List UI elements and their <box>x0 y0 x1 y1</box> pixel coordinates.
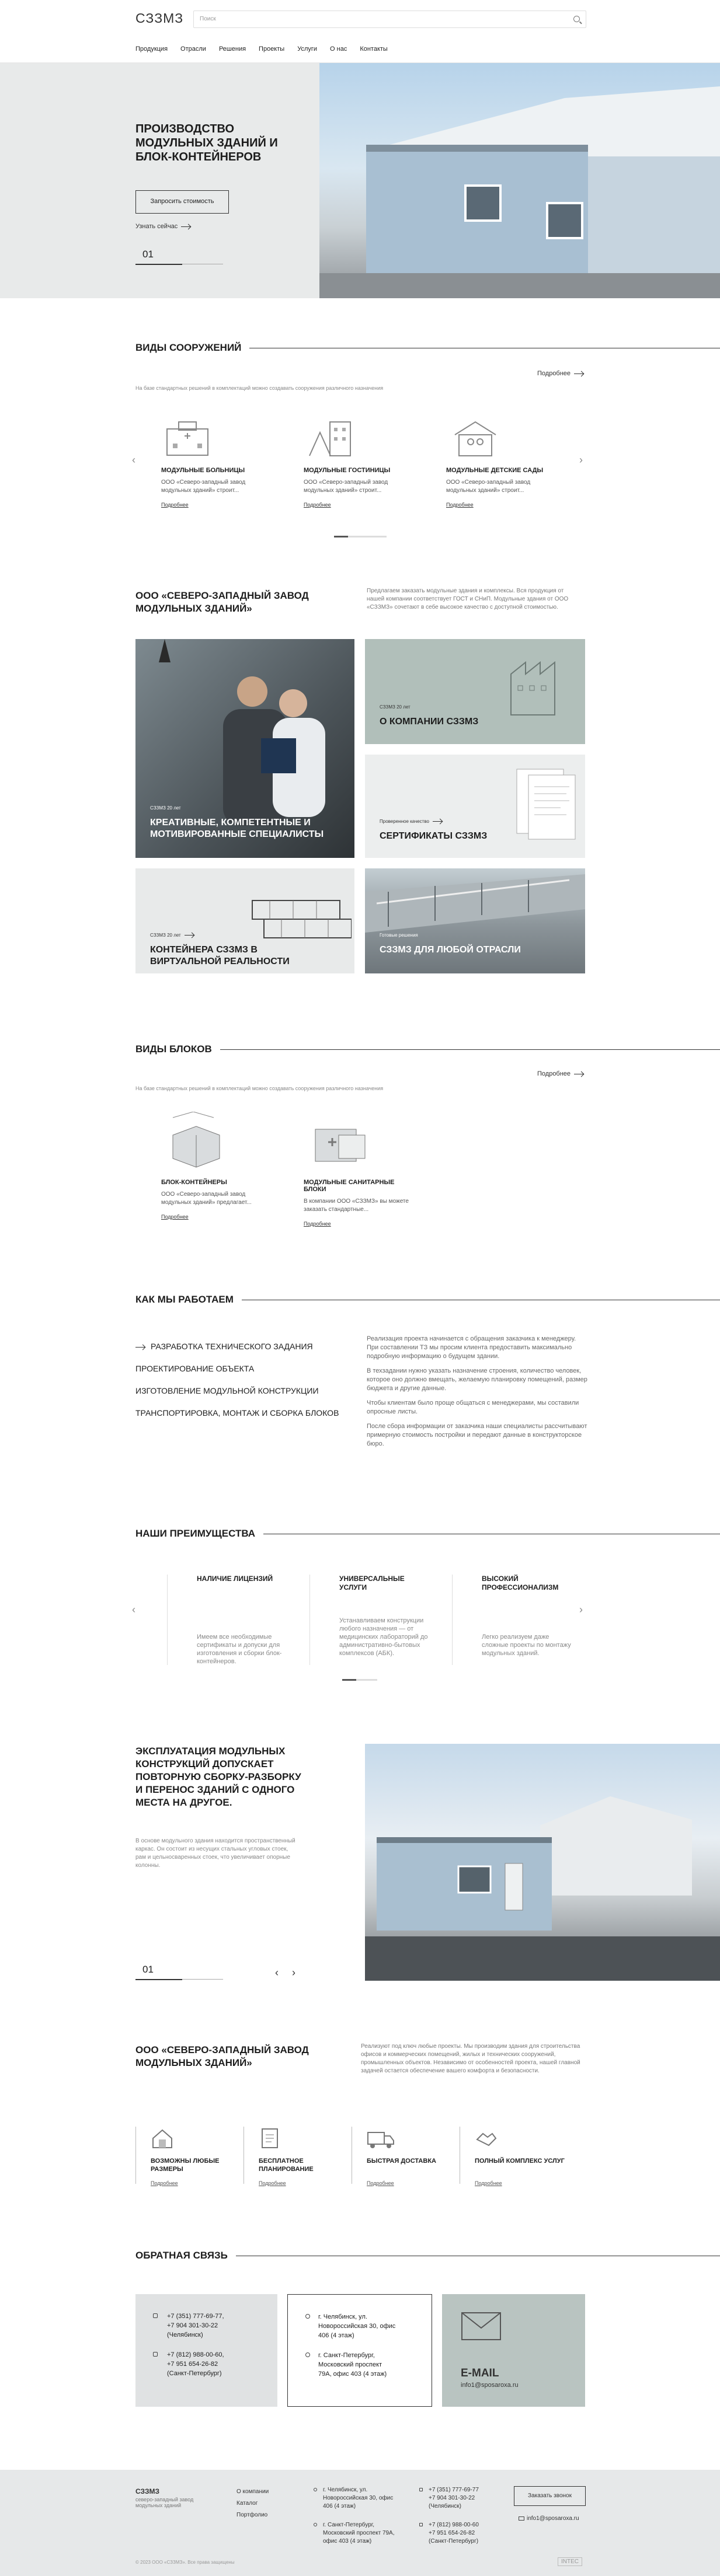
location-pin-icon <box>305 2352 310 2357</box>
benefit-card[interactable]: БЫСТРАЯ ДОСТАВКА Подробнее <box>352 2127 460 2184</box>
slide-next-icon[interactable]: › <box>292 1967 295 1978</box>
copyright: © 2023 ООО «СЗЗМЗ». Все права защищены <box>135 2560 235 2565</box>
arrow-right-icon <box>135 1347 145 1348</box>
footer-link[interactable]: О компании <box>236 2488 269 2495</box>
addresses-card <box>287 2294 432 2407</box>
tile-certificates[interactable]: Проверенное качество СЕРТИФИКАТЫ СЗЗМЗ <box>365 755 585 858</box>
structures-more-link[interactable]: Подробнее <box>537 370 583 377</box>
carousel-next-icon[interactable]: › <box>579 454 583 466</box>
work-step-description: Реализация проекта начинается с обращения заказчика к менеджеру. При составлении ТЗ мы просим клиента предоставить максимально подробную информацию о будущем здании. В техзадании нужно указать назначение строения, количество человек, которое оно должно вмещать, желаемую планировку помещений, размер бюджета и другие данные. Чтобы клиентам было проще общаться с менеджерами, мы составили опросные листы. После сбора информации от заказчика наши специалисты рассчитывают примерную стоимость постройки и передают данные в конструкторское бюро. <box>367 1335 587 1447</box>
company2-intro: Реализуют под ключ любые проекты. Мы производим здания для строительства офисов и коммерческих помещений, жилых и технических сооружений, промышленных объектов. Независимо от особенностей проекта, нашей главной задачей остается обеспечение вашего комфорта и безопасности. <box>361 2043 580 2074</box>
feedback-section-title: ОБРАТНАЯ СВЯЗЬ <box>135 2250 720 2261</box>
nav-item-services[interactable]: Услуги <box>297 46 318 53</box>
address-spb: г. Санкт-Петербург, Московский проспект 79А, офис 403 (4 этаж) <box>305 2351 432 2379</box>
benefit-card[interactable]: БЕСПЛАТНОЕ ПЛАНИРОВАНИЕ Подробнее <box>244 2127 352 2184</box>
company-intro: Предлагаем заказать модульные здания и комплексы. Вся продукция от нашей компании соответствует ГОСТ и СНиП. Модульные здания от ООО «СЗЗМЗ» сочетают в себе высокое качество с доступной стоимостью. <box>367 588 569 610</box>
developer-logo[interactable]: INTEC <box>558 2557 582 2566</box>
container-photo <box>365 1744 720 1981</box>
carousel-pagination[interactable] <box>334 536 387 537</box>
carousel-prev-icon[interactable]: ‹ <box>132 1604 135 1615</box>
envelope-icon <box>519 2516 524 2521</box>
arrow-right-icon <box>433 821 442 822</box>
nav-item-solutions[interactable]: Решения <box>218 46 246 53</box>
location-pin-icon <box>305 2314 310 2319</box>
factory-icon <box>505 651 585 721</box>
blocks-intro: На базе стандартных решений в комплектаций можно создавать сооружения различного назначения <box>135 1085 384 1091</box>
card-more-link[interactable]: Подробнее <box>304 502 331 508</box>
company-title: ООО «СЕВЕРО-ЗАПАДНЫЙ ЗАВОД МОДУЛЬНЫХ ЗДАНИЙ» <box>135 590 309 614</box>
tile-about[interactable]: СЗЗМЗ 20 лет О КОМПАНИИ СЗЗМЗ <box>365 639 585 744</box>
carousel-prev-icon[interactable]: ‹ <box>132 454 135 466</box>
card-more-link[interactable]: Подробнее <box>161 502 189 508</box>
benefit-card[interactable]: ПОЛНЫЙ КОМПЛЕКС УСЛУГ Подробнее <box>460 2127 568 2184</box>
block-container-icon <box>161 1112 231 1170</box>
block-card[interactable]: МОДУЛЬНЫЕ САНИТАРНЫЕ БЛОКИ В компании ООО «СЗЗМЗ» вы можете заказать стандартные... Подробнее <box>304 1112 415 1227</box>
exploit-text: В основе модульного здания находится пространственный каркас. Он состоит из несущих стальных угловых стоек, рам и цельносваренных стоек, что увеличивает опорные колонны. <box>135 1838 295 1869</box>
carousel-pagination[interactable] <box>342 1679 377 1681</box>
work-step-active[interactable]: РАЗРАБОТКА ТЕХНИЧЕСКОГО ЗАДАНИЯ <box>135 1335 339 1357</box>
benefit-card[interactable]: ВОЗМОЖНЫ ЛЮБЫЕ РАЗМЕРЫ Подробнее <box>135 2127 244 2184</box>
nav-item-contacts[interactable]: Контакты <box>360 46 388 53</box>
tile-vr[interactable]: СЗЗМЗ 20 лет КОНТЕЙНЕРА СЗЗМЗ В ВИРТУАЛЬНОЙ РЕАЛЬНОСТИ <box>135 868 354 973</box>
advantages-section-title: НАШИ ПРЕИМУЩЕСТВА <box>135 1528 720 1540</box>
exploit-slide-counter: 01 <box>135 1964 182 1980</box>
footer-email[interactable]: info1@sposaroxa.ru <box>519 2515 579 2522</box>
card-more-link[interactable]: Подробнее <box>304 1221 331 1227</box>
phone-icon <box>419 2523 423 2526</box>
carousel-next-icon[interactable]: › <box>579 1604 583 1615</box>
site-footer <box>0 2470 720 2576</box>
slide-prev-icon[interactable]: ‹ <box>275 1967 279 1978</box>
arrow-right-icon <box>185 935 194 936</box>
blocks-section-title: ВИДЫ БЛОКОВ <box>135 1043 720 1055</box>
footer-links <box>236 2486 269 2521</box>
structures-carousel <box>161 417 557 508</box>
kindergarten-icon <box>446 417 505 458</box>
tile-specialists[interactable]: СЗЗМЗ 20 лет КРЕАТИВНЫЕ, КОМПЕТЕНТНЫЕ И МОТИВИРОВАННЫЕ СПЕЦИАЛИСТЫ <box>135 639 354 858</box>
advantage-card: УНИВЕРСАЛЬНЫЕ УСЛУГИ Устанавливаем конструкции любого назначения — от медицинских лабораторий до административно-бытовых комплексов (АБК). <box>309 1575 432 1665</box>
phone-icon <box>419 2488 423 2491</box>
hero-slide-counter: 01 <box>135 249 182 265</box>
hospital-icon <box>161 417 220 458</box>
hotel-icon <box>304 417 362 458</box>
email-link[interactable]: info1@sposaroxa.ru <box>461 2382 519 2389</box>
footer-logo[interactable]: СЗЗМЗ <box>135 2487 160 2495</box>
address-chelyabinsk: г. Челябинск, ул. Новороссийская 30, офис 406 (4 этаж) <box>305 2312 432 2340</box>
exploit-image <box>365 1744 720 1981</box>
site-header <box>0 0 720 63</box>
phones-card <box>135 2294 277 2407</box>
advantage-card: ВЫСОКИЙ ПРОФЕССИОНАЛИЗМ Легко реализуем даже сложные проекты по монтажу модульных зданий. <box>452 1575 575 1665</box>
phones-chelyabinsk: +7 (351) 777-69-77, +7 904 301-30-22 (Челябинск) <box>153 2312 277 2340</box>
hero-title: ПРОИЗВОДСТВО МОДУЛЬНЫХ ЗДАНИЙ И БЛОК-КОНТЕЙНЕРОВ <box>135 123 278 163</box>
nav-item-about[interactable]: О нас <box>330 46 347 53</box>
request-price-button[interactable]: Запросить стоимость <box>135 190 229 214</box>
blocks-list <box>161 1112 415 1227</box>
house-size-icon <box>151 2127 174 2150</box>
phones-spb: +7 (812) 988-00-60, +7 951 654-26-82 (Санкт-Петербург) <box>153 2350 277 2378</box>
truck-icon <box>367 2127 395 2150</box>
phone-icon <box>153 2313 158 2318</box>
site-logo[interactable]: СЗЗМЗ <box>135 11 184 26</box>
tile-industries[interactable]: Готовые решения СЗЗМЗ ДЛЯ ЛЮБОЙ ОТРАСЛИ <box>365 868 585 973</box>
phone-icon <box>153 2352 158 2357</box>
exploit-title: ЭКСПЛУАТАЦИЯ МОДУЛЬНЫХ КОНСТРУКЦИЙ ДОПУСКАЕТ ПОВТОРНУЮ СБОРКУ-РАЗБОРКУ И ПЕРЕНОС ЗДАНИЙ С ОДНОГО МЕСТА НА ДРУГОЕ. <box>135 1746 301 1808</box>
structure-card[interactable]: МОДУЛЬНЫЕ БОЛЬНИЦЫ ООО «Северо-западный завод модульных зданий» строит... Подробнее <box>161 417 272 508</box>
nav-item-products[interactable]: Продукция <box>135 46 168 53</box>
card-more-link[interactable]: Подробнее <box>161 1214 189 1220</box>
footer-phones-2: +7 (812) 988-00-60 +7 951 654-26-82 (Санкт-Петербург) <box>419 2521 479 2546</box>
main-nav <box>135 46 388 53</box>
arrow-right-icon <box>181 226 190 227</box>
footer-address-2: г. Санкт-Петербург, Московский проспект 79А, офис 403 (4 этаж) <box>314 2521 395 2546</box>
work-step[interactable]: ТРАНСПОРТИРОВКА, МОНТАЖ И СБОРКА БЛОКОВ <box>135 1408 339 1418</box>
email-card[interactable]: E-MAIL info1@sposaroxa.ru <box>442 2294 585 2407</box>
vr-label: СЗЗМЗ 20 лет <box>150 933 194 938</box>
hero-image <box>319 63 720 298</box>
card-more-link[interactable]: Подробнее <box>446 502 474 508</box>
work-step[interactable]: ПРОЕКТИРОВАНИЕ ОБЪЕКТА <box>135 1364 255 1373</box>
certificates-label: Проверенное качество <box>380 819 442 824</box>
footer-phones-1: +7 (351) 777-69-77 +7 904 301-30-22 (Челябинск) <box>419 2486 479 2511</box>
structures-section-title: ВИДЫ СООРУЖЕНИЙ <box>135 342 720 354</box>
nav-item-industries[interactable]: Отрасли <box>180 46 206 53</box>
nav-item-projects[interactable]: Проекты <box>259 46 285 53</box>
blocks-more-link[interactable]: Подробнее <box>537 1070 583 1077</box>
footer-link[interactable]: Каталог <box>236 2500 258 2507</box>
hero-more-link[interactable]: Узнать сейчас <box>135 223 190 230</box>
structure-card[interactable]: МОДУЛЬНЫЕ ДЕТСКИЕ САДЫ ООО «Северо-западный завод модульных зданий» строит... Подробнее <box>446 417 557 508</box>
work-step[interactable]: ИЗГОТОВЛЕНИЕ МОДУЛЬНОЙ КОНСТРУКЦИИ <box>135 1386 319 1395</box>
envelope-icon <box>461 2312 502 2341</box>
handshake-icon <box>475 2127 498 2150</box>
blueprint-icon <box>259 2127 282 2150</box>
benefits-list <box>135 2127 568 2184</box>
location-pin-icon <box>314 2523 317 2526</box>
structures-intro: На базе стандартных решений в комплектаций можно создавать сооружения различного назначения <box>135 385 384 391</box>
work-steps <box>135 1335 339 1424</box>
containers-illustration <box>246 883 352 953</box>
footer-link[interactable]: Портфолио <box>236 2512 268 2518</box>
hero-banner <box>0 63 720 298</box>
how-section-title: КАК МЫ РАБОТАЕМ <box>135 1294 720 1306</box>
structure-card[interactable]: МОДУЛЬНЫЕ ГОСТИНИЦЫ ООО «Северо-западный завод модульных зданий» строит... Подробнее <box>304 417 415 508</box>
footer-tagline: северо-западный завод модульных зданий <box>135 2497 194 2508</box>
company2-title: ООО «СЕВЕРО-ЗАПАДНЫЙ ЗАВОД МОДУЛЬНЫХ ЗДАНИЙ» <box>135 2044 309 2068</box>
request-call-button[interactable]: Заказать звонок <box>514 2486 586 2506</box>
advantages-carousel <box>167 1575 575 1665</box>
advantage-card: НАЛИЧИЕ ЛИЦЕНЗИЙ Имеем все необходимые сертификаты и допуски для изготовления и сборки блок-контейнеров. <box>167 1575 290 1665</box>
construction-photo <box>365 868 585 973</box>
search-input[interactable]: Поиск <box>193 11 586 28</box>
certificate-icon <box>511 763 585 845</box>
footer-address-1: г. Челябинск, ул. Новороссийская 30, офис 406 (4 этаж) <box>314 2486 393 2511</box>
search-icon[interactable] <box>573 16 580 22</box>
location-pin-icon <box>314 2488 317 2491</box>
sanitary-block-icon <box>304 1112 374 1170</box>
modular-building-illustration <box>319 63 720 298</box>
block-card[interactable]: БЛОК-КОНТЕЙНЕРЫ ООО «Северо-западный завод модульных зданий» предлагает... Подробнее <box>161 1112 272 1227</box>
